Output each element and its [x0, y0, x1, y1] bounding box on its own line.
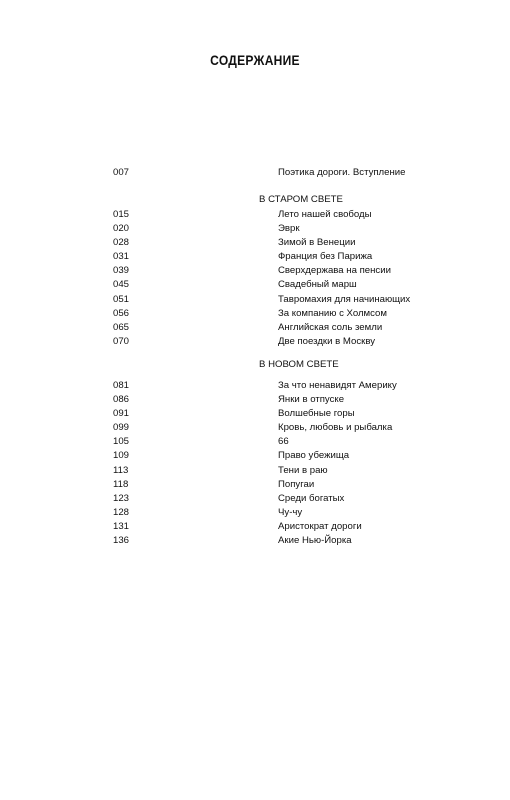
toc-entry[interactable] [0, 449, 510, 463]
toc-entry[interactable] [0, 166, 510, 180]
toc-entry-title: Свадебный марш [278, 279, 357, 291]
toc-entry[interactable] [0, 407, 510, 421]
toc-entry-title: 66 [278, 436, 289, 448]
toc-entry[interactable] [0, 492, 510, 506]
toc-entry[interactable] [0, 464, 510, 478]
toc-entry[interactable] [0, 236, 510, 250]
toc-entry-page: 028 [113, 237, 130, 249]
toc-entry-page: 045 [113, 279, 130, 291]
toc-entry-page: 051 [113, 293, 130, 305]
toc-entry-page: 128 [113, 506, 130, 518]
toc-entry[interactable] [0, 222, 510, 236]
toc-entry-title: Волшебные горы [278, 408, 355, 420]
toc-entry[interactable] [0, 421, 510, 435]
toc-entry-page: 131 [113, 520, 130, 532]
toc-entry[interactable] [0, 379, 510, 393]
toc-entry-page: 031 [113, 251, 130, 263]
toc-entry-page: 015 [113, 209, 130, 220]
toc-entry-title: Кровь, любовь и рыбалка [278, 422, 393, 434]
toc-entry[interactable] [0, 393, 510, 407]
toc-entry-title: Поэтика дороги. Вступление [278, 167, 406, 178]
toc-entry-title: Эврк [278, 223, 300, 235]
toc-entry-title: Тавромахия для начинающих [278, 293, 411, 305]
toc-entry-title: Франция без Парижа [278, 251, 373, 263]
section-heading-new-world: В НОВОМ СВЕТЕ [259, 359, 339, 370]
toc-entry-page: 105 [113, 436, 130, 448]
toc-entry-page: 123 [113, 492, 130, 504]
toc-entry[interactable] [0, 264, 510, 278]
toc-entry[interactable] [0, 307, 510, 321]
toc-entry-page: 109 [113, 450, 130, 462]
toc-entry[interactable] [0, 278, 510, 292]
toc-entry-title: За что ненавидят Америку [278, 380, 397, 391]
toc-entry-page: 056 [113, 307, 130, 319]
toc-entry-title: Аристократ дороги [278, 520, 362, 532]
toc-entry-title: За компанию с Холмсом [278, 307, 387, 319]
toc-entry-title: Попугаи [278, 478, 315, 490]
toc-entry-page: 039 [113, 265, 130, 277]
toc-entry-page: 113 [113, 464, 129, 476]
toc-entry-page: 118 [113, 478, 129, 490]
toc-entry[interactable] [0, 335, 510, 349]
toc-entry-page: 099 [113, 422, 130, 434]
toc-list-new-world [0, 379, 510, 548]
toc-entry[interactable] [0, 208, 510, 222]
toc-entry-page: 020 [113, 223, 130, 235]
toc-entry-title: Чу-чу [278, 506, 303, 518]
toc-list-old-world [0, 208, 510, 349]
toc-entry-page: 070 [113, 335, 130, 347]
toc-intro [0, 166, 510, 180]
toc-entry-title: Акие Нью-Йорка [278, 535, 352, 547]
toc-entry-page: 081 [113, 380, 130, 391]
page-title: СОДЕРЖАНИЕ [210, 52, 300, 68]
toc-entry[interactable] [0, 520, 510, 534]
toc-entry[interactable] [0, 435, 510, 449]
toc-entry[interactable] [0, 478, 510, 492]
toc-entry-title: Английская соль земли [278, 321, 383, 333]
toc-entry[interactable] [0, 250, 510, 264]
toc-entry-title: Среди богатых [278, 492, 345, 504]
toc-entry-title: Сверхдержава на пенсии [278, 265, 391, 277]
toc-entry[interactable] [0, 293, 510, 307]
toc-entry-page: 007 [113, 167, 130, 178]
toc-entry-title: Тени в раю [278, 464, 328, 476]
toc-entry-page: 136 [113, 535, 130, 547]
toc-entry-title: Зимой в Венеции [278, 237, 356, 249]
toc-entry[interactable] [0, 534, 510, 548]
toc-entry-title: Лето нашей свободы [278, 209, 372, 220]
toc-entry-page: 086 [113, 394, 130, 406]
toc-entry[interactable] [0, 506, 510, 520]
toc-entry-title: Две поездки в Москву [278, 335, 376, 347]
toc-entry-title: Право убежища [278, 450, 350, 462]
toc-entry-page: 065 [113, 321, 130, 333]
toc-entry-title: Янки в отпуске [278, 394, 345, 406]
section-heading-old-world: В СТАРОМ СВЕТЕ [259, 194, 343, 205]
toc-entry[interactable] [0, 321, 510, 335]
toc-entry-page: 091 [113, 408, 130, 420]
